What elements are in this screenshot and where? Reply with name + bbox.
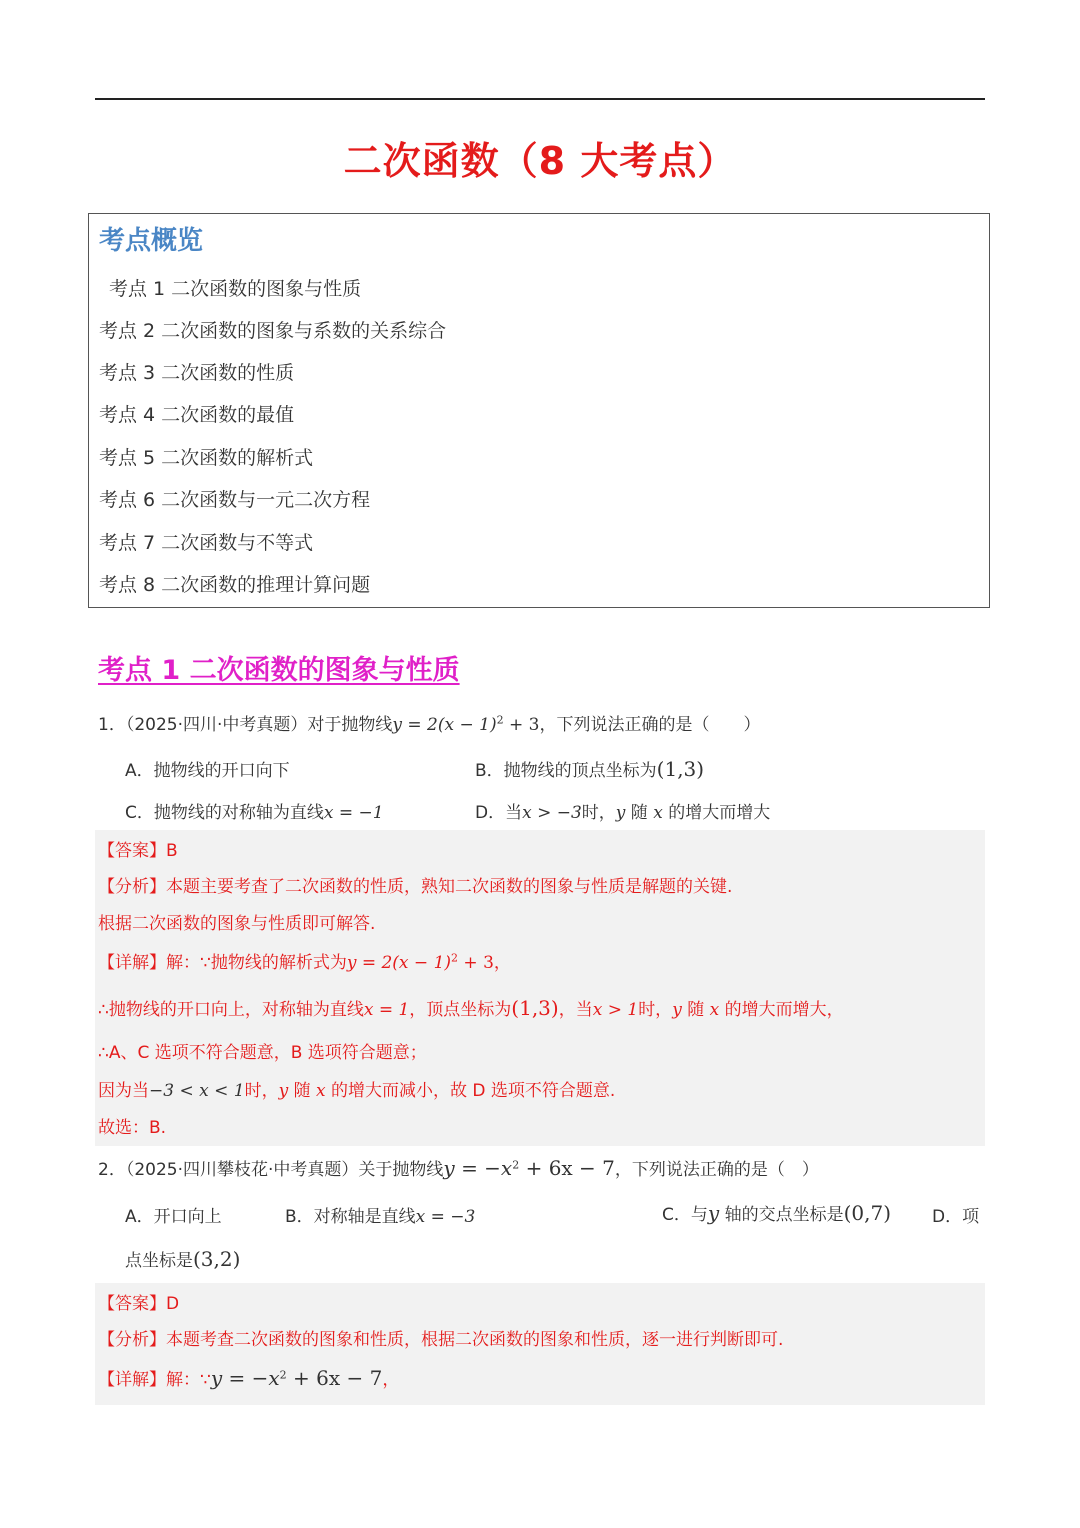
detail-text: 时， — [638, 1000, 673, 1020]
detail-line — [98, 1076, 615, 1101]
detail-line: ∴A、C 选项不符合题意，B 选项符合题意； — [98, 1043, 427, 1063]
detail-formula: y = −x — [210, 1366, 280, 1390]
detail-pre: 【详解】解：∵抛物线的解析式为 — [98, 953, 347, 973]
detail-line — [98, 1365, 399, 1390]
overview-item: 考点 6 二次函数与一元二次方程 — [99, 489, 371, 511]
question-stem-end: ，下列说法正确的是（ ） — [539, 715, 761, 735]
overview-item: 考点 5 二次函数的解析式 — [99, 447, 314, 469]
option-b-math: (1,3) — [656, 757, 705, 781]
overview-item: 考点 8 二次函数的推理计算问题 — [99, 574, 371, 596]
detail-end: ， — [493, 953, 511, 973]
detail-text: 的增大而减小，故 D 选项不符合题意. — [325, 1081, 616, 1101]
detail-math: x = 1 — [363, 1000, 410, 1020]
option-d-var-x: x — [653, 803, 663, 823]
detail-line — [98, 948, 511, 973]
option-d-end: 的增大而增大 — [662, 803, 771, 823]
option-d-text: 点坐标是 — [125, 1251, 193, 1271]
formula-tail: + 6x − 7 — [519, 1156, 615, 1180]
formula-exponent: 2 — [512, 1158, 520, 1172]
overview-item: 考点 3 二次函数的性质 — [99, 362, 295, 384]
formula-tail: + 3 — [503, 715, 540, 735]
analysis-line: 【分析】本题考查二次函数的图象和性质，根据二次函数的图象和性质，逐一进行判断即可. — [98, 1330, 784, 1350]
option-d-continued — [125, 1246, 240, 1271]
question-source: （2025·四川·中考真题）对于抛物线 — [125, 715, 393, 735]
overview-box — [88, 213, 990, 608]
option-c-math: (0,7) — [843, 1201, 892, 1225]
option-c-math: x = −1 — [323, 803, 384, 823]
option-c — [125, 798, 384, 823]
formula-exponent: 2 — [496, 713, 504, 727]
detail-math: (1,3) — [511, 996, 559, 1020]
overview-item: 考点 1 二次函数的图象与性质 — [109, 278, 362, 300]
detail-math: x — [709, 1000, 720, 1020]
option-d-pre: D．当 — [475, 803, 523, 823]
detail-tail: + 3 — [458, 953, 494, 973]
option-b-text: B．对称轴是直线 — [285, 1207, 416, 1227]
option-c — [662, 1200, 891, 1225]
detail-text: ∴抛物线的开口向上，对称轴为直线 — [98, 1000, 364, 1020]
formula: y = −x — [443, 1156, 513, 1180]
overview-heading: 考点概览 — [99, 226, 204, 256]
detail-text: 随 — [681, 1000, 710, 1020]
question-number: 2． — [98, 1160, 126, 1180]
detail-formula-tail: + 6x − 7 — [286, 1366, 383, 1390]
option-d-mid2: 随 — [625, 803, 654, 823]
detail-text: 随 — [288, 1081, 316, 1101]
option-d-math: (3,2) — [193, 1247, 241, 1271]
detail-exponent: 2 — [451, 951, 459, 965]
detail-math: y — [672, 1000, 682, 1020]
option-a: A．抛物线的开口向下 — [125, 761, 290, 781]
answer-box-q2 — [95, 1283, 985, 1405]
overview-item: 考点 7 二次函数与不等式 — [99, 532, 314, 554]
detail-line — [98, 995, 844, 1020]
answer-box-q1 — [95, 830, 985, 1146]
conclusion-line: 故选：B. — [98, 1118, 167, 1138]
option-c-text: C．与 — [662, 1205, 708, 1225]
detail-text: ，当 — [558, 1000, 593, 1020]
overview-item: 考点 2 二次函数的图象与系数的关系综合 — [99, 320, 447, 342]
option-b-text: B．抛物线的顶点坐标为 — [475, 761, 657, 781]
option-b — [475, 756, 704, 781]
question-number: 1． — [98, 715, 126, 735]
header-rule — [95, 98, 985, 100]
option-b-math: x = −3 — [415, 1207, 476, 1227]
question-1-stem — [98, 710, 760, 735]
detail-math: y — [278, 1081, 289, 1101]
answer-line: 【答案】B — [98, 841, 178, 861]
document-title: 二次函数（8 大考点） — [343, 139, 737, 183]
option-c-text: 轴的交点坐标是 — [719, 1205, 844, 1225]
detail-exponent: 2 — [279, 1368, 287, 1382]
formula: y = 2(x − 1) — [392, 715, 497, 735]
option-d-math: x > −3 — [522, 803, 582, 823]
detail-end: ， — [382, 1370, 400, 1390]
detail-text: 时， — [244, 1081, 279, 1101]
detail-pre: 【详解】解：∵ — [98, 1370, 211, 1390]
detail-math: −3 < x < 1 — [149, 1081, 245, 1101]
option-d-mid: 时， — [581, 803, 616, 823]
detail-formula: y = 2(x − 1) — [346, 953, 452, 973]
option-d: D．项 — [932, 1207, 980, 1227]
detail-text: 的增大而增大， — [719, 1000, 844, 1020]
analysis-line: 【分析】本题主要考查了二次函数的性质，熟知二次函数的图象与性质是解题的关键. — [98, 877, 733, 897]
option-d-var-y: y — [615, 803, 626, 823]
option-c-text: C．抛物线的对称轴为直线 — [125, 803, 324, 823]
detail-math: x — [316, 1081, 326, 1101]
analysis-line: 根据二次函数的图象与性质即可解答. — [98, 914, 376, 934]
detail-text: ，顶点坐标为 — [409, 1000, 512, 1020]
question-source: （2025·四川攀枝花·中考真题）关于抛物线 — [125, 1160, 444, 1180]
question-2-stem — [98, 1155, 819, 1180]
detail-math: x > 1 — [592, 1000, 639, 1020]
option-d — [475, 798, 770, 823]
detail-text: 因为当 — [98, 1081, 149, 1101]
option-a: A．开口向上 — [125, 1207, 222, 1227]
option-b — [285, 1202, 475, 1227]
section-title: 考点 1 二次函数的图象与性质 — [98, 655, 460, 686]
answer-line: 【答案】D — [98, 1294, 180, 1314]
overview-item: 考点 4 二次函数的最值 — [99, 404, 295, 426]
question-stem-end: ，下列说法正确的是（ ） — [614, 1160, 819, 1180]
option-c-math: y — [707, 1201, 720, 1225]
